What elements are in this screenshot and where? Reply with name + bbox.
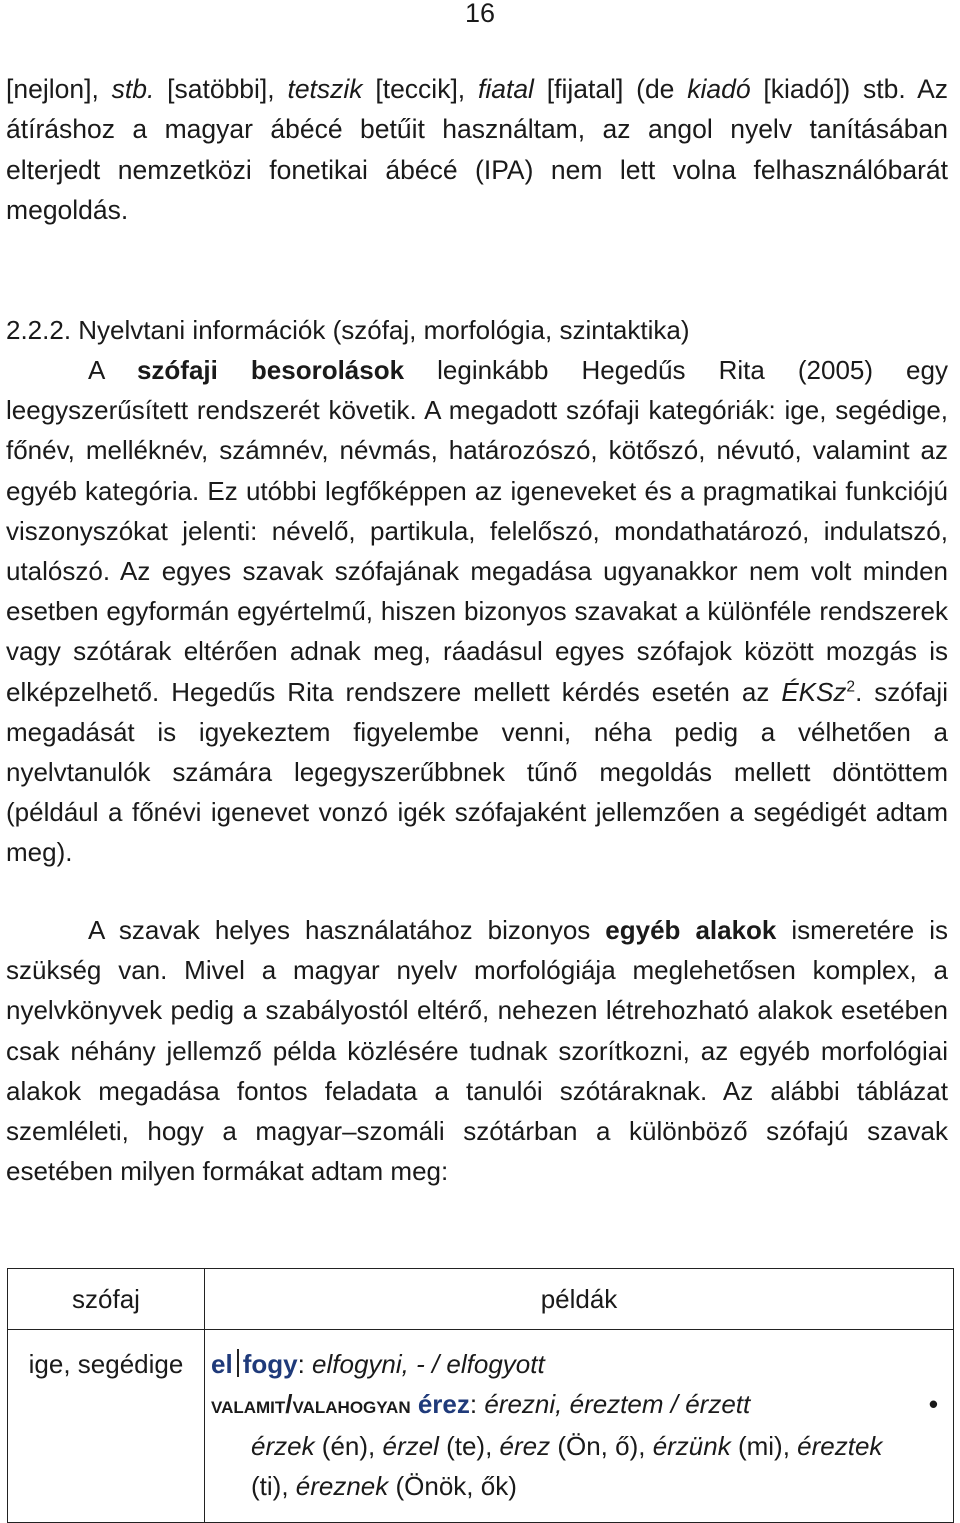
- intro-paragraph: [nejlon], stb. [satöbbi], tetszik [teccik], fiatal [fijatal] (de kiadó [kiadó]) stb. Az átíráshoz a magyar ábécé betűit használtam, az angol nyelv tanításában elterjedt nemzetközi fonetikai ábécé (IPA) nem lett volna felhasználóbarát megoldás.: [6, 74, 948, 225]
- example-line-conjugation: érzek (én), érzel (te), érez (Ön, ő), érzünk (mi), éreztek: [251, 1431, 883, 1461]
- example-line-elfogy: el fogy: elfogyni, - / elfogyott: [211, 1349, 545, 1379]
- section-heading: 2.2.2. Nyelvtani információk (szófaj, morfológia, szintaktika): [6, 315, 690, 345]
- header-cell-examples: példák: [205, 1269, 954, 1330]
- bullet-icon: •: [928, 1389, 938, 1419]
- example-line-erez: valamit/valahogyan érez: érezni, éreztem / érzett •: [211, 1384, 952, 1426]
- pos-cell: ige, segédige: [8, 1330, 205, 1523]
- examples-cell: [205, 1330, 954, 1523]
- table-header-row: [8, 1269, 954, 1330]
- pos-paragraph: A szófaji besorolások leginkább Hegedűs Rita (2005) egy leegyszerűsített rendszerét követik. A megadott szófaji kategóriák: ige, segédige, főnév, melléknév, számnév, névmás, határozószó, kötőszó, névutó, valamint az egyéb kategória. Ez utóbbi legfőképpen az igeneveket és a pragmatikai funkciójú viszonyszókat jelenti: névelő, partikula, felelőszó, mondathatározó, indulatszó, utalószó. Az egyes szavak szófajának megadása ugyanakkor nem volt minden esetben egyformán egyértelmű, hiszen bizonyos szavakat a különféle rendszerek vagy szótárak eltérően adnak meg, ráadásul egyes szófajok között mozgás is elképzelhető. Hegedűs Rita rendszere mellett kérdés esetén az ÉKSz$^2$. szófaji megadását is igyekeztem figyelembe venni, néha pedig a vélhetően a nyelvtanulók számára legegyszerűbbnek tűnő megoldás mellett döntöttem (például a főnévi igenevet vonzó igék szófajaként jellemzően a segédigét adtam meg).: [6, 355, 948, 868]
- morphology-paragraph: A szavak helyes használatához bizonyos egyéb alakok ismeretére is szükség van. Mivel a magyar nyelv morfológiája meglehetősen komplex, a nyelvkönyvek pedig a szabályostól eltérő, nehezen létrehozható alakok esetében csak néhány jellemző példa közlésére tudnak szorítkozni, az egyéb morfológiai alakok megadása fontos feladata a tanulói szótáraknak. Az alábbi táblázat szemléleti, hogy a magyar–szomáli szótárban a különböző szófajú szavak esetében milyen formákat adtam meg:: [6, 915, 948, 1187]
- header-cell-pos: szófaj: [8, 1269, 205, 1330]
- example-line-conjugation-2: (ti), éreznek (Önök, ők): [251, 1471, 517, 1501]
- table-row: [8, 1330, 954, 1523]
- forms-table: [7, 1268, 954, 1523]
- page-number: 16: [464, 0, 496, 28]
